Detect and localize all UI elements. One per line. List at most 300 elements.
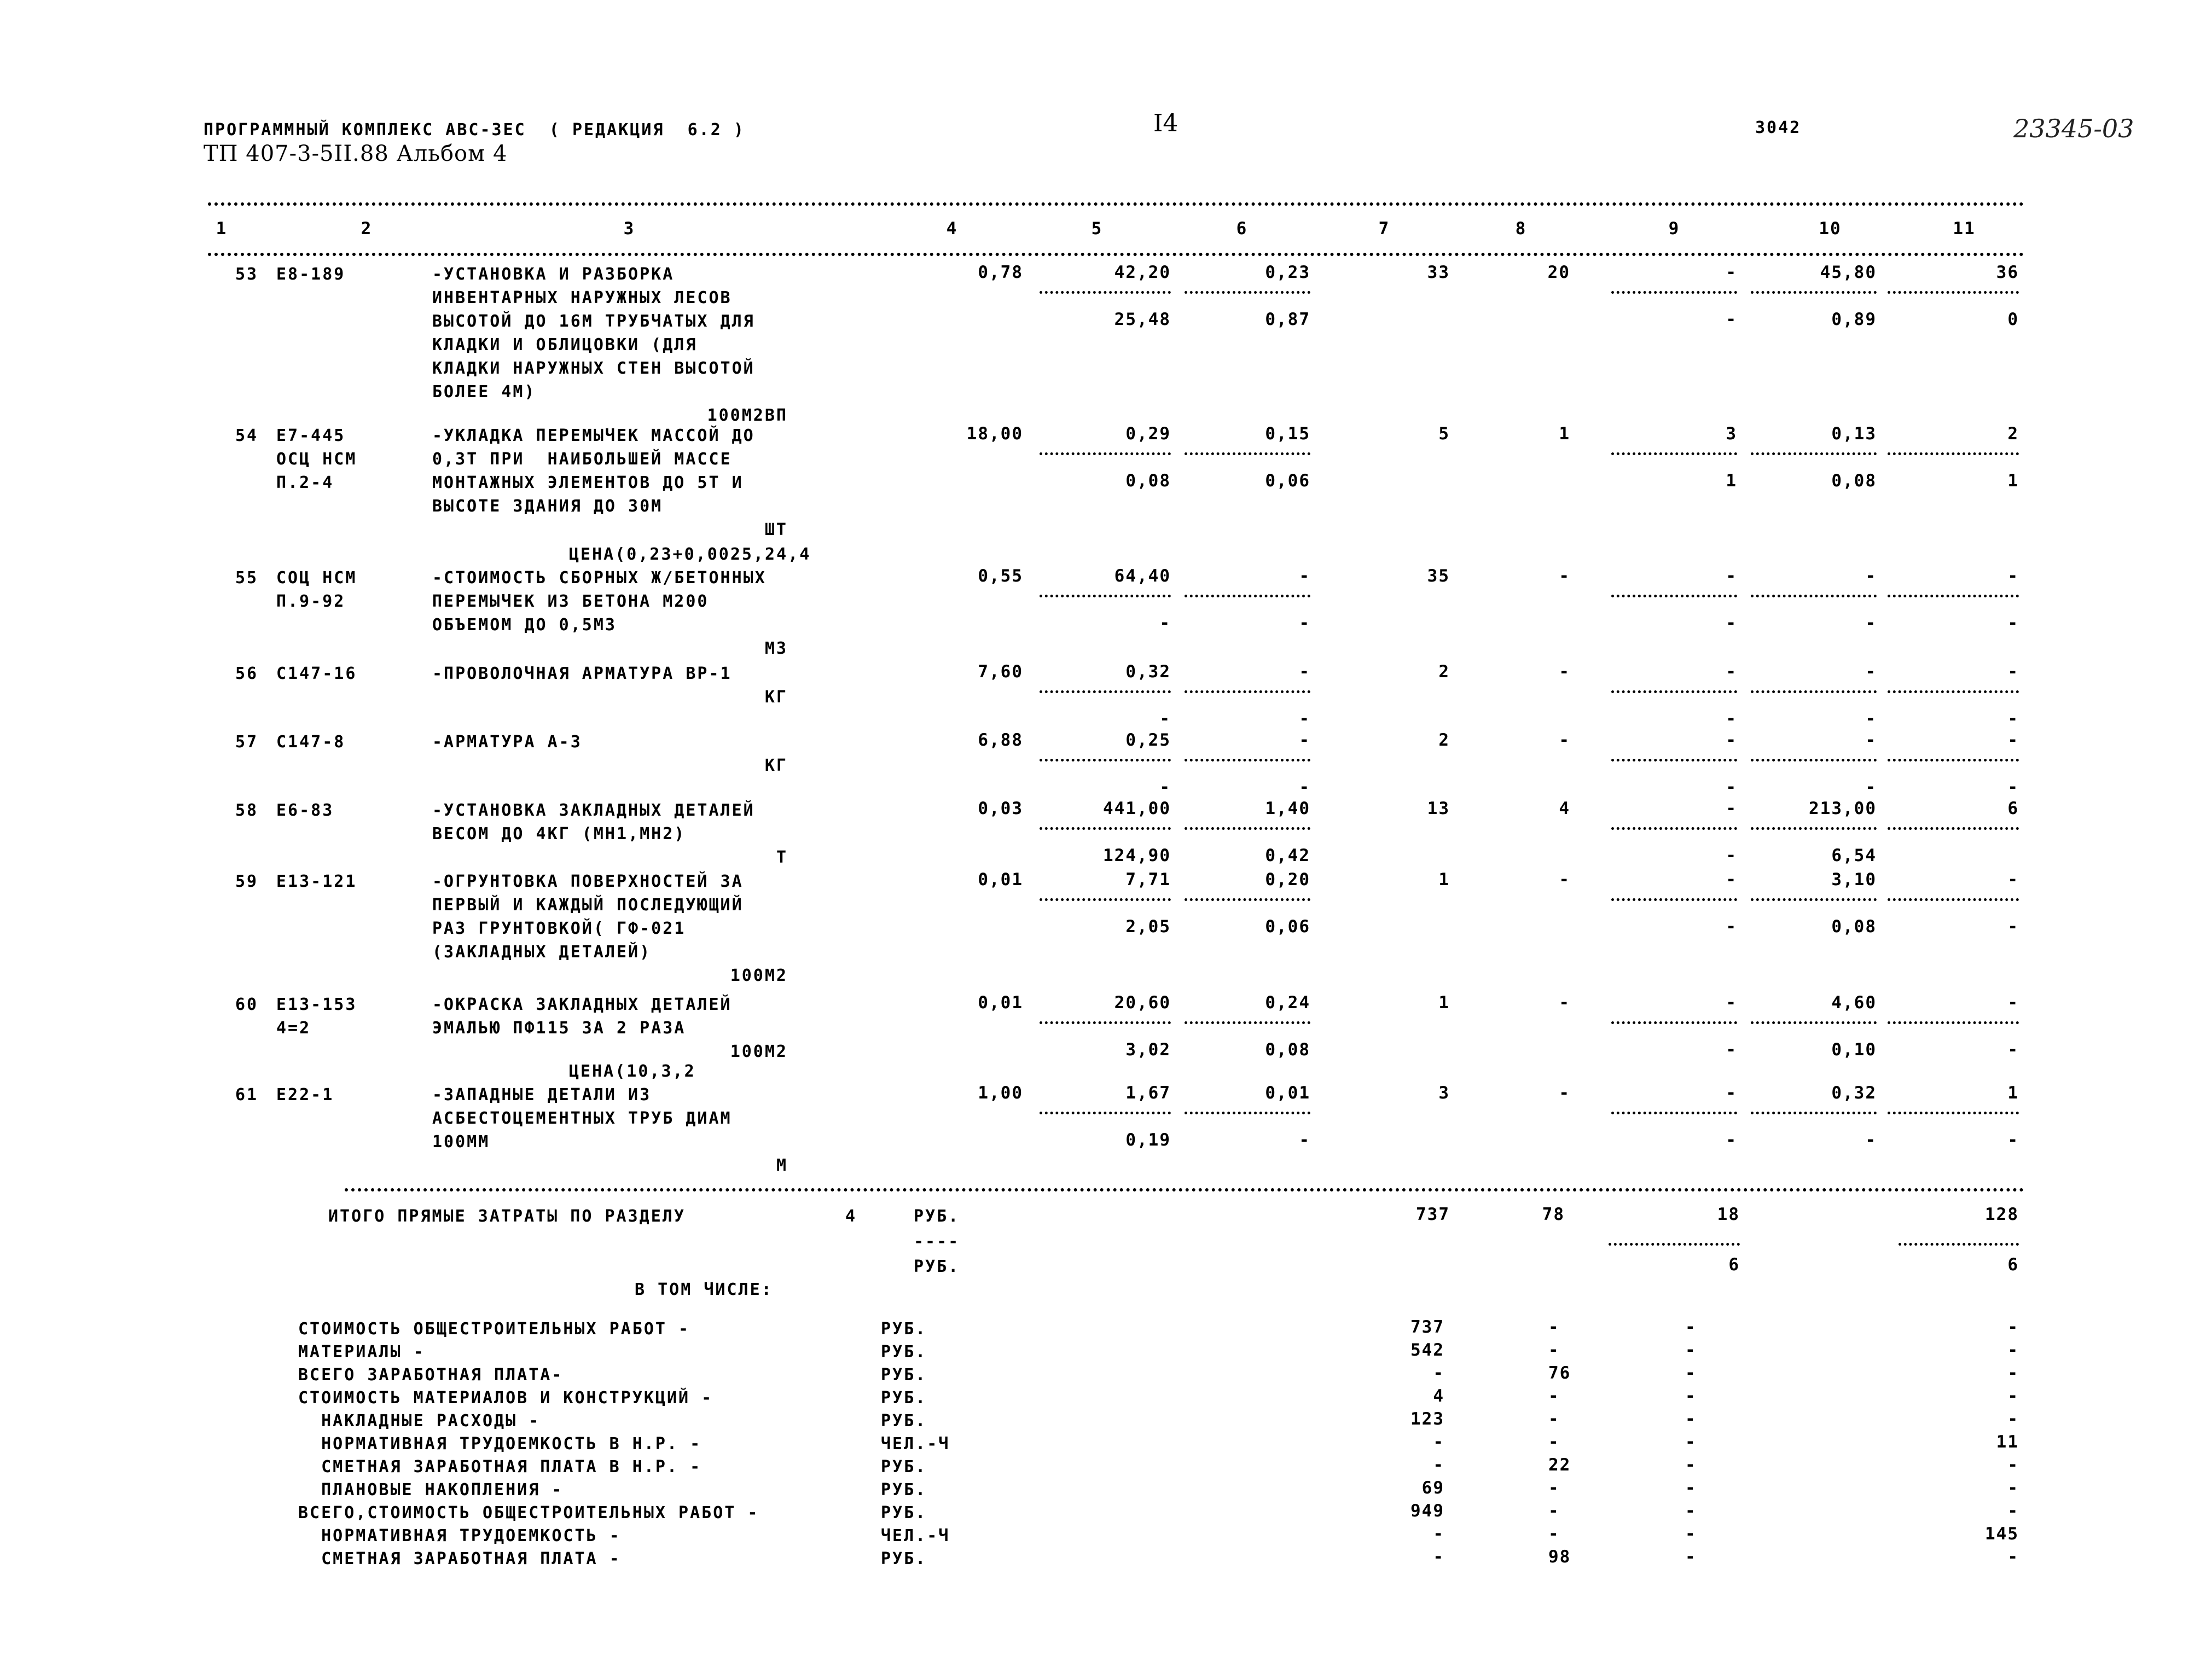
unit-of-measure: КГ [764, 688, 788, 707]
price-note: ЦЕНА(10,3,2 [569, 1062, 696, 1081]
cell-c5b: - [1159, 613, 1171, 633]
cell-c10b: 0,89 [1831, 310, 1877, 329]
norm-code: Е22-1 [276, 1085, 334, 1105]
cell-c7: 3 [1438, 1083, 1450, 1103]
cell-c11: - [2007, 870, 2019, 890]
cell-c9: - [1726, 263, 1737, 282]
cell-c11: 2 [2007, 424, 2019, 444]
column-header-10: 10 [1819, 219, 1842, 239]
summary-c9: - [1685, 1524, 1697, 1544]
cell-divider-0 [1040, 452, 1171, 455]
cell-divider-1 [1185, 1021, 1310, 1024]
summary-c7: - [1433, 1524, 1444, 1544]
cell-divider-4 [1888, 595, 2019, 597]
work-description: -УСТАНОВКА И РАЗБОРКА [432, 265, 675, 284]
norm-code: Е8-189 [276, 265, 346, 284]
norm-code: Е6-83 [276, 801, 334, 820]
cell-divider-4 [1888, 759, 2019, 761]
totals-c9-sub: 6 [1728, 1255, 1740, 1275]
summary-c7: 542 [1410, 1340, 1444, 1360]
quantity: 6,88 [978, 730, 1023, 750]
summary-c9: - [1685, 1432, 1697, 1452]
cell-c11b: 1 [2007, 471, 2019, 491]
work-description: -УКЛАДКА ПЕРЕМЫЧЕК МАССОЙ ДО [432, 426, 755, 445]
totals-unit: РУБ. [914, 1207, 960, 1226]
work-description: ВЫСОТЕ ЗДАНИЯ ДО 30М [432, 497, 663, 516]
work-description: (ЗАКЛАДНЫХ ДЕТАЛЕЙ) [432, 943, 652, 962]
summary-c9: - [1685, 1547, 1697, 1567]
cell-c8: - [1559, 730, 1570, 750]
summary-label: ПЛАНОВЫЕ НАКОПЛЕНИЯ - [298, 1480, 564, 1499]
cell-c5b: 3,02 [1125, 1040, 1171, 1060]
cell-c10: 0,13 [1831, 424, 1877, 444]
column-header-1: 1 [216, 219, 228, 239]
cell-divider-4 [1888, 1021, 2019, 1024]
summary-label: СТОИМОСТЬ МАТЕРИАЛОВ И КОНСТРУКЦИЙ - [298, 1388, 713, 1408]
summary-c11: - [2007, 1478, 2019, 1498]
work-description: КЛАДКИ И ОБЛИЦОВКИ (ДЛЯ [432, 335, 698, 354]
cell-c11b: - [2007, 1040, 2019, 1060]
cell-c11b: - [2007, 777, 2019, 797]
summary-c7: - [1433, 1455, 1444, 1475]
cell-divider-3 [1751, 759, 1877, 761]
cell-c10b: - [1865, 709, 1877, 729]
work-description: -ЗАПАДНЫЕ ДЕТАЛИ ИЗ [432, 1085, 652, 1105]
summary-c7: 949 [1410, 1501, 1444, 1521]
cell-divider-2 [1611, 827, 1737, 830]
norm-code: 4=2 [276, 1019, 311, 1038]
cell-c6b: - [1299, 1130, 1310, 1150]
cell-divider-3 [1751, 452, 1877, 455]
summary-unit: РУБ. [881, 1457, 927, 1476]
summary-c11: - [2007, 1409, 2019, 1429]
cell-divider-3 [1751, 1112, 1877, 1114]
cell-divider-2 [1611, 898, 1737, 901]
work-description: БОЛЕЕ 4М) [432, 382, 536, 402]
summary-c7: 123 [1410, 1409, 1444, 1429]
cell-c6: 0,01 [1265, 1083, 1310, 1103]
document-number: 23345-03 [2013, 114, 2134, 143]
cell-c10: 45,80 [1820, 263, 1877, 282]
cell-divider-2 [1611, 452, 1737, 455]
row-number: 58 [235, 801, 259, 820]
summary-unit: РУБ. [881, 1319, 927, 1339]
unit-of-measure: Т [776, 848, 788, 867]
cell-c9: - [1726, 799, 1737, 818]
row-number: 55 [235, 568, 259, 588]
cell-c6: 0,24 [1265, 993, 1310, 1013]
summary-unit: РУБ. [881, 1549, 927, 1568]
cell-c5: 42,20 [1114, 263, 1171, 282]
row-number: 60 [235, 995, 259, 1014]
cell-c5b: 25,48 [1114, 310, 1171, 329]
summary-c11: - [2007, 1547, 2019, 1567]
cell-c11: 1 [2007, 1083, 2019, 1103]
cell-c6: 0,15 [1265, 424, 1310, 444]
price-note: ЦЕНА(0,23+0,0025,24,4 [569, 545, 811, 564]
summary-c9: - [1685, 1317, 1697, 1337]
cell-c9b: - [1726, 1130, 1737, 1150]
cell-divider-3 [1751, 595, 1877, 597]
cell-c8: - [1559, 662, 1570, 682]
summary-c9: - [1685, 1363, 1697, 1383]
work-description: КЛАДКИ НАРУЖНЫХ СТЕН ВЫСОТОЙ [432, 359, 755, 378]
column-header-8: 8 [1515, 219, 1527, 239]
quantity: 0,78 [978, 263, 1023, 282]
unit-of-measure: М [776, 1156, 788, 1175]
cell-c10b: - [1865, 613, 1877, 633]
totals-c9: 18 [1717, 1205, 1740, 1224]
cell-c9: - [1726, 566, 1737, 586]
cell-c6b: - [1299, 613, 1310, 633]
cell-c7: 33 [1427, 263, 1450, 282]
cell-c9b: - [1726, 613, 1737, 633]
cell-divider-0 [1040, 1112, 1171, 1114]
cell-c8: - [1559, 566, 1570, 586]
work-description: РАЗ ГРУНТОВКОЙ( ГФ-021 [432, 919, 686, 938]
cell-c11: - [2007, 566, 2019, 586]
cell-c11b: - [2007, 917, 2019, 937]
norm-code: Е13-153 [276, 995, 357, 1014]
cell-divider-4 [1888, 452, 2019, 455]
work-description: 0,3Т ПРИ НАИБОЛЬШЕЙ МАССЕ [432, 450, 732, 469]
column-header-5: 5 [1091, 219, 1103, 239]
cell-divider-0 [1040, 1021, 1171, 1024]
cell-c11b: - [2007, 1130, 2019, 1150]
summary-label: НОРМАТИВНАЯ ТРУДОЕМКОСТЬ - [298, 1526, 621, 1545]
cell-c5: 0,29 [1125, 424, 1171, 444]
summary-label: ВСЕГО,СТОИМОСТЬ ОБЩЕСТРОИТЕЛЬНЫХ РАБОТ - [298, 1503, 759, 1522]
row-number: 61 [235, 1085, 259, 1105]
cell-c9: - [1726, 662, 1737, 682]
cell-c9b: - [1726, 709, 1737, 729]
column-header-6: 6 [1236, 219, 1248, 239]
cell-c9b: - [1726, 1040, 1737, 1060]
cell-c9: - [1726, 870, 1737, 890]
summary-c11: - [2007, 1386, 2019, 1406]
cell-divider-4 [1888, 898, 2019, 901]
summary-unit: РУБ. [881, 1365, 927, 1385]
row-number: 59 [235, 872, 259, 891]
cell-c5b: - [1159, 777, 1171, 797]
summary-label: ВСЕГО ЗАРАБОТНАЯ ПЛАТА- [298, 1365, 564, 1385]
cell-c6b: 0,87 [1265, 310, 1310, 329]
work-description: ОБЪЕМОМ ДО 0,5М3 [432, 615, 617, 635]
norm-code: Е7-445 [276, 426, 346, 445]
cell-c5b: 124,90 [1103, 846, 1171, 865]
quantity: 0,03 [978, 799, 1023, 818]
summary-unit: РУБ. [881, 1388, 927, 1408]
cell-c9b: - [1726, 846, 1737, 865]
cell-divider-2 [1611, 291, 1737, 294]
cell-divider-0 [1040, 595, 1171, 597]
cell-divider-1 [1185, 759, 1310, 761]
summary-c8: - [1548, 1340, 1560, 1360]
cell-c5: 0,25 [1125, 730, 1171, 750]
row-number: 53 [235, 265, 259, 284]
work-description: -СТОИМОСТЬ СБОРНЫХ Ж/БЕТОННЫХ [432, 568, 767, 588]
cell-c9b: - [1726, 917, 1737, 937]
cell-c5b: - [1159, 709, 1171, 729]
summary-label: СМЕТНАЯ ЗАРАБОТНАЯ ПЛАТА В Н.Р. - [298, 1457, 702, 1476]
cell-c7: 13 [1427, 799, 1450, 818]
cell-c6: - [1299, 662, 1310, 682]
summary-unit: РУБ. [881, 1342, 927, 1362]
summary-label: СМЕТНАЯ ЗАРАБОТНАЯ ПЛАТА - [298, 1549, 621, 1568]
summary-c8: - [1548, 1432, 1560, 1452]
totals-unit-sep: ---- [914, 1232, 960, 1251]
summary-c11: 11 [1996, 1432, 2019, 1452]
cell-divider-0 [1040, 759, 1171, 761]
cell-c8: - [1559, 1083, 1570, 1103]
cell-divider-1 [1185, 827, 1310, 830]
column-header-7: 7 [1378, 219, 1390, 239]
row-number: 54 [235, 426, 259, 445]
cell-c7: 1 [1438, 870, 1450, 890]
cell-c8: - [1559, 993, 1570, 1013]
summary-c11: - [2007, 1340, 2019, 1360]
cell-c7: 1 [1438, 993, 1450, 1013]
summary-c8: - [1548, 1317, 1560, 1337]
totals-c8: 78 [1542, 1205, 1565, 1224]
summary-label: МАТЕРИАЛЫ - [298, 1342, 425, 1362]
cell-c11: 6 [2007, 799, 2019, 818]
work-description: МОНТАЖНЫХ ЭЛЕМЕНТОВ ДО 5Т И [432, 473, 744, 492]
summary-c8: - [1548, 1524, 1560, 1544]
project-title: ТП 407-3-5II.88 Альбом 4 [204, 141, 508, 166]
cell-divider-3 [1751, 827, 1877, 830]
totals-c11: 128 [1985, 1205, 2019, 1224]
work-description: ПЕРЕМЫЧЕК ИЗ БЕТОНА М200 [432, 592, 709, 611]
summary-c9: - [1685, 1409, 1697, 1429]
unit-of-measure: ШТ [764, 520, 788, 539]
norm-code: ОСЦ НСМ [276, 450, 357, 469]
totals-rule [345, 1188, 2024, 1191]
cell-c11: - [2007, 993, 2019, 1013]
totals-c7: 737 [1416, 1205, 1450, 1224]
summary-c9: - [1685, 1478, 1697, 1498]
summary-c9: - [1685, 1386, 1697, 1406]
cell-c8: 1 [1559, 424, 1570, 444]
cell-divider-2 [1611, 1021, 1737, 1024]
summary-unit: РУБ. [881, 1411, 927, 1431]
cell-divider-2 [1611, 595, 1737, 597]
cell-c8: 4 [1559, 799, 1570, 818]
summary-c8: - [1548, 1386, 1560, 1406]
cell-divider-3 [1751, 690, 1877, 693]
totals-c11-rule [1899, 1243, 2019, 1246]
summary-c11: - [2007, 1455, 2019, 1475]
summary-c9: - [1685, 1501, 1697, 1521]
cell-c5b: 2,05 [1125, 917, 1171, 937]
summary-c8: - [1548, 1501, 1560, 1521]
cell-divider-3 [1751, 898, 1877, 901]
work-description: ВЕСОМ ДО 4КГ (МН1,МН2) [432, 824, 686, 844]
cell-divider-4 [1888, 291, 2019, 294]
totals-section: 4 [845, 1207, 857, 1226]
cell-c5: 64,40 [1114, 566, 1171, 586]
cell-c10b: 0,08 [1831, 471, 1877, 491]
cell-divider-2 [1611, 690, 1737, 693]
cell-c6b: 0,06 [1265, 917, 1310, 937]
summary-c11: - [2007, 1317, 2019, 1337]
cell-c10b: - [1865, 777, 1877, 797]
cell-c6: - [1299, 566, 1310, 586]
work-description: ПЕРВЫЙ И КАЖДЫЙ ПОСЛЕДУЮЩИЙ [432, 896, 744, 915]
cell-c9b: - [1726, 310, 1737, 329]
cell-c11: 36 [1996, 263, 2019, 282]
cell-c6b: - [1299, 777, 1310, 797]
cell-c7: 5 [1438, 424, 1450, 444]
cell-divider-0 [1040, 291, 1171, 294]
page-number: I4 [1153, 109, 1179, 137]
cell-c9: - [1726, 730, 1737, 750]
unit-of-measure: 100М2ВП [707, 406, 788, 425]
column-header-2: 2 [361, 219, 373, 239]
cell-divider-0 [1040, 827, 1171, 830]
norm-code: П.2-4 [276, 473, 334, 492]
cell-divider-2 [1611, 1112, 1737, 1114]
summary-label: СТОИМОСТЬ ОБЩЕСТРОИТЕЛЬНЫХ РАБОТ - [298, 1319, 690, 1339]
quantity: 0,55 [978, 566, 1023, 586]
cell-c10: - [1865, 662, 1877, 682]
cell-c10: - [1865, 566, 1877, 586]
cell-c6: - [1299, 730, 1310, 750]
cell-divider-3 [1751, 291, 1877, 294]
cell-c6b: 0,42 [1265, 846, 1310, 865]
cell-c11: - [2007, 662, 2019, 682]
work-description: -ОГРУНТОВКА ПОВЕРХНОСТЕЙ ЗА [432, 872, 744, 891]
work-description: -АРМАТУРА А-3 [432, 733, 582, 752]
work-description: 100ММ [432, 1132, 490, 1152]
row-number: 56 [235, 664, 259, 683]
table-header-rule [208, 253, 2024, 256]
cell-divider-1 [1185, 690, 1310, 693]
cell-divider-1 [1185, 595, 1310, 597]
cell-c10b: 0,10 [1831, 1040, 1877, 1060]
summary-label: НОРМАТИВНАЯ ТРУДОЕМКОСТЬ В Н.Р. - [298, 1434, 702, 1454]
column-header-3: 3 [623, 219, 635, 239]
cell-c6b: 0,08 [1265, 1040, 1310, 1060]
cell-c5: 7,71 [1125, 870, 1171, 890]
summary-c8: 22 [1548, 1455, 1571, 1475]
summary-c8: 98 [1548, 1547, 1571, 1567]
summary-c11: 145 [1985, 1524, 2019, 1544]
column-header-9: 9 [1668, 219, 1680, 239]
work-description: -ПРОВОЛОЧНАЯ АРМАТУРА ВР-1 [432, 664, 732, 683]
work-description: ВЫСОТОЙ ДО 16М ТРУБЧАТЫХ ДЛЯ [432, 312, 755, 331]
column-header-11: 11 [1953, 219, 1976, 239]
cell-c10: 213,00 [1809, 799, 1877, 818]
cell-c11b: - [2007, 613, 2019, 633]
cell-c9: - [1726, 1083, 1737, 1103]
cell-c10b: 0,08 [1831, 917, 1877, 937]
totals-label: ИТОГО ПРЯМЫЕ ЗАТРАТЫ ПО РАЗДЕЛУ [328, 1207, 686, 1226]
cell-c9: 3 [1726, 424, 1737, 444]
cell-c10b: - [1865, 1130, 1877, 1150]
cell-c10: 0,32 [1831, 1083, 1877, 1103]
cell-c11b: - [2007, 709, 2019, 729]
summary-unit: РУБ. [881, 1503, 927, 1522]
summary-unit: ЧЕЛ.-Ч [881, 1526, 950, 1545]
norm-code: П.9-92 [276, 592, 346, 611]
summary-c11: - [2007, 1501, 2019, 1521]
row-number: 57 [235, 733, 259, 752]
cell-c7: 2 [1438, 730, 1450, 750]
cell-divider-1 [1185, 898, 1310, 901]
summary-c7: - [1433, 1432, 1444, 1452]
cell-c10: 4,60 [1831, 993, 1877, 1013]
work-description: ИНВЕНТАРНЫХ НАРУЖНЫХ ЛЕСОВ [432, 288, 732, 307]
totals-unit-2: РУБ. [914, 1257, 960, 1276]
summary-c7: - [1433, 1363, 1444, 1383]
cell-c8: 20 [1547, 263, 1570, 282]
cell-divider-0 [1040, 898, 1171, 901]
summary-c7: 4 [1433, 1386, 1444, 1406]
summary-c9: - [1685, 1455, 1697, 1475]
cell-c7: 35 [1427, 566, 1450, 586]
cell-c9: - [1726, 993, 1737, 1013]
quantity: 7,60 [978, 662, 1023, 682]
totals-c9-rule [1609, 1243, 1740, 1246]
summary-c7: - [1433, 1547, 1444, 1567]
cell-divider-4 [1888, 1112, 2019, 1114]
summary-unit: РУБ. [881, 1480, 927, 1499]
cell-c10: 3,10 [1831, 870, 1877, 890]
cell-c8: - [1559, 870, 1570, 890]
cell-divider-2 [1611, 759, 1737, 761]
quantity: 0,01 [978, 993, 1023, 1013]
cell-c10: - [1865, 730, 1877, 750]
summary-c9: - [1685, 1340, 1697, 1360]
including-heading: В ТОМ ЧИСЛЕ: [635, 1280, 773, 1299]
cell-c9b: 1 [1726, 471, 1737, 491]
program-title: ПРОГРАММНЫЙ КОМПЛЕКС АВС-3ЕС ( РЕДАКЦИЯ 6.2 ) [204, 120, 745, 139]
cell-c5b: 0,08 [1125, 471, 1171, 491]
unit-of-measure: КГ [764, 756, 788, 775]
cell-c11b: 0 [2007, 310, 2019, 329]
table-top-rule [208, 202, 2024, 206]
quantity: 1,00 [978, 1083, 1023, 1103]
cell-c5: 1,67 [1125, 1083, 1171, 1103]
work-description: -ОКРАСКА ЗАКЛАДНЫХ ДЕТАЛЕЙ [432, 995, 732, 1014]
summary-c8: - [1548, 1478, 1560, 1498]
work-description: -УСТАНОВКА ЗАКЛАДНЫХ ДЕТАЛЕЙ [432, 801, 755, 820]
cell-c5: 441,00 [1103, 799, 1171, 818]
norm-code: С147-8 [276, 733, 346, 752]
cell-divider-4 [1888, 827, 2019, 830]
cell-c5: 0,32 [1125, 662, 1171, 682]
quantity: 0,01 [978, 870, 1023, 890]
summary-c8: - [1548, 1409, 1560, 1429]
work-description: АСБЕСТОЦЕМЕНТНЫХ ТРУБ ДИАМ [432, 1109, 732, 1128]
cell-divider-1 [1185, 1112, 1310, 1114]
cell-c5: 20,60 [1114, 993, 1171, 1013]
summary-c8: 76 [1548, 1363, 1571, 1383]
cell-c7: 2 [1438, 662, 1450, 682]
cell-divider-0 [1040, 690, 1171, 693]
cell-c6b: 0,06 [1265, 471, 1310, 491]
summary-label: НАКЛАДНЫЕ РАСХОДЫ - [298, 1411, 541, 1431]
work-description: ЭМАЛЬЮ ПФ115 ЗА 2 РАЗА [432, 1019, 686, 1038]
cell-divider-4 [1888, 690, 2019, 693]
sheet-code: 3042 [1755, 118, 1802, 137]
norm-code: С147-16 [276, 664, 357, 683]
cell-divider-3 [1751, 1021, 1877, 1024]
summary-unit: ЧЕЛ.-Ч [881, 1434, 950, 1454]
cell-c5b: 0,19 [1125, 1130, 1171, 1150]
cell-c6b: - [1299, 709, 1310, 729]
